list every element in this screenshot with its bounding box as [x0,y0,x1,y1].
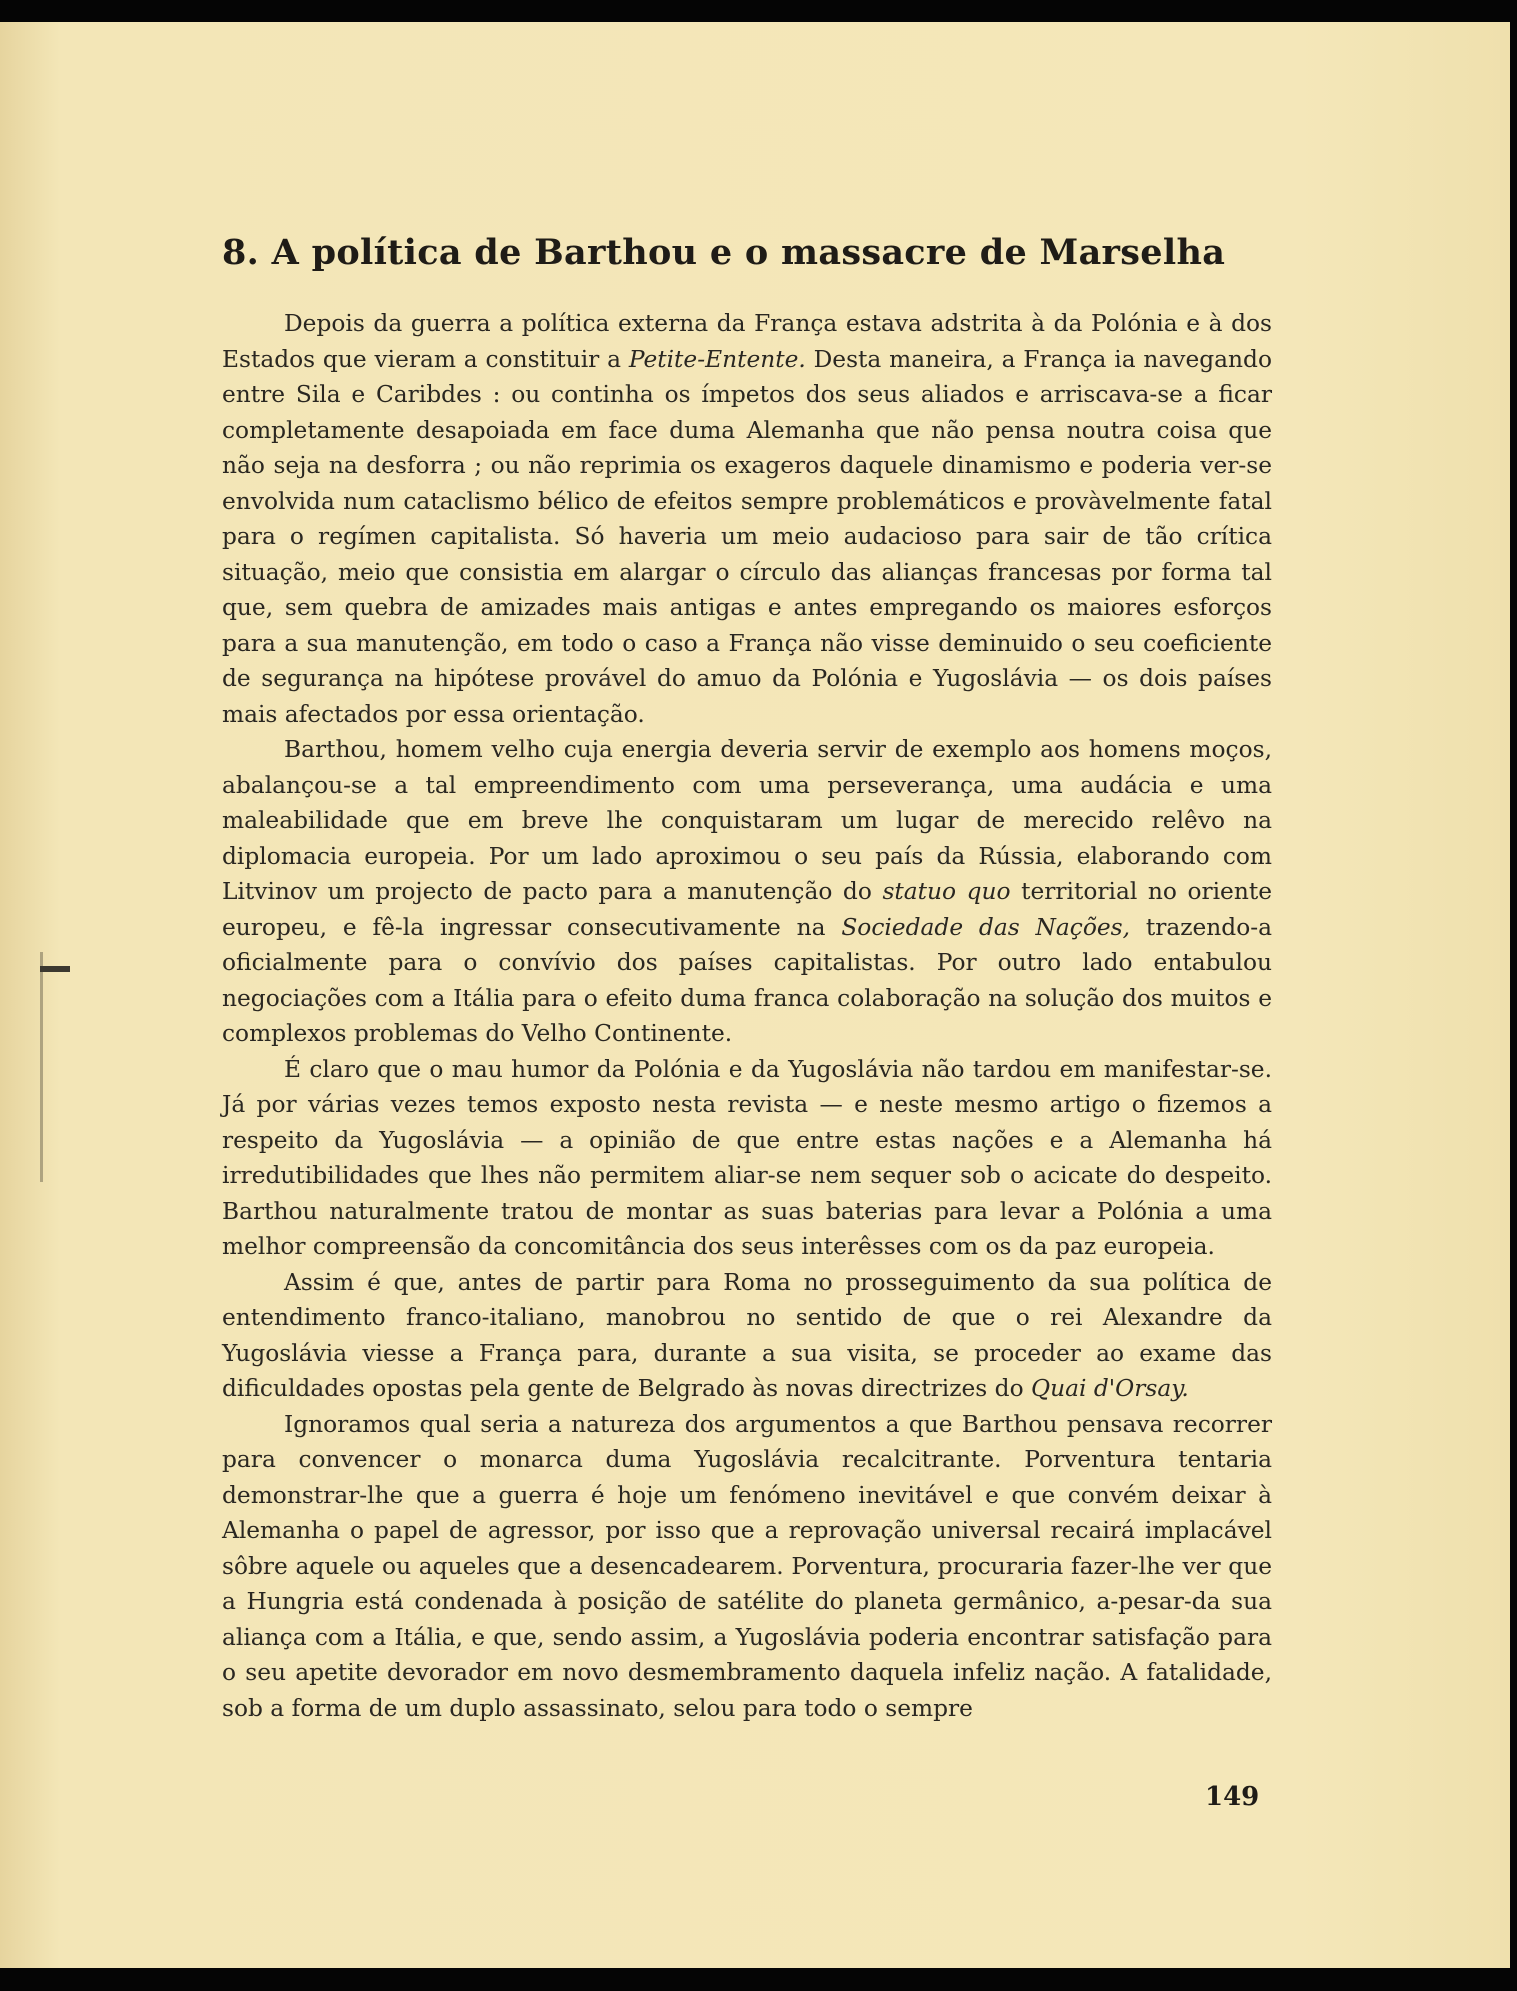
binding-mark [40,966,70,972]
article-body [222,306,1272,1726]
chapter-title: 8. A política de Barthou e o massacre de Marselha [222,232,1226,273]
italic-term: Petite-Entente. [628,345,806,373]
paragraph: É claro que o mau humor da Polónia e da Yugoslávia não tardou em manifestar-se. Já por várias vezes temos exposto nesta revista — e neste mesmo artigo o fizemos a respeito da Yugoslávia — a opinião de que entre estas nações e a Alemanha há irredutibilidades que lhes não permitem aliar-se nem sequer sob o acicate do despeito. Barthou naturalmente tratou de montar as suas baterias para levar a Polónia a uma melhor compreensão da concomitância dos seus interêsses com os da paz europeia. [222,1055,1272,1260]
italic-term: statuo quo [882,878,1011,905]
page-number: 149 [1205,1782,1260,1812]
paragraph: Assim é que, antes de partir para Roma no prosseguimento da sua política de entendimento franco-italiano, manobrou no sentido de que o rei Alexandre da Yugoslávia viesse a França para, durante a sua visita, se proceder ao exame das dificuldades opostas pela gente de Belgrado às novas directrizes do Quai d'Orsay. [222,1268,1272,1402]
paragraph: Depois da guerra a política externa da França estava adstrita à da Polónia e à dos Estados que vieram a constituir a Petite-Entente. Desta maneira, a França ia navegando entre Sila e Caribdes : ou continha os ímpetos dos seus aliados e arriscava-se a ficar completamente desapoiada em face duma Alemanha que não pensa noutra coisa que não seja na desforra ; ou não reprimia os exageros daquele dinamismo e poderia ver-se envolvida num cataclismo bélico de efeitos sempre problemáticos e provàvelmente fatal para o regímen capitalista. Só haveria um meio audacioso para sair de tão crítica situação, meio que consistia em alargar o círculo das alianças francesas por forma tal que, sem quebra de amizades mais antigas e antes empregando os maiores esforços para a sua manutenção, em todo o caso a França não visse deminuido o seu coeficiente de segurança na hipótese provável do amuo da Polónia e Yugoslávia — os dois países mais afectados por essa orientação. [222,310,1272,728]
italic-term: Sociedade das Nações, [841,913,1131,941]
binding-shadow [40,952,53,1182]
italic-term: Quai d'Orsay. [1031,1375,1189,1402]
paragraph: Barthou, homem velho cuja energia deveria servir de exemplo aos homens moços, abalançou-se a tal empreendimento com uma perseverança, uma audácia e uma maleabilidade que em breve lhe conquistaram um lugar de merecido relêvo na diplomacia europeia. Por um lado aproximou o seu país da Rússia, elaborando com Litvinov um projecto de pacto para a manutenção do statuo quo territorial no oriente europeu, e fê-la ingressar consecutivamente na Sociedade das Nações, trazendo-a oficialmente para o convívio dos países capitalistas. Por outro lado entabulou negociações com a Itália para o efeito duma franca colaboração na solução dos muitos e complexos problemas do Velho Continente. [222,736,1272,1047]
paragraph: Ignoramos qual seria a natureza dos argumentos a que Barthou pensava recorrer para convencer o monarca duma Yugoslávia recalcitrante. Porventura tentaria demonstrar-lhe que a guerra é hoje um fenómeno inevitável e que convém deixar à Alemanha o papel de agressor, por isso que a reprovação universal recairá implacável sôbre aquele ou aqueles que a desencadearem. Porventura, procuraria fazer-lhe ver que a Hungria está condenada à posição de satélite do planeta germânico, a-pesar-da sua aliança com a Itália, e que, sendo assim, a Yugoslávia poderia encontrar satisfação para o seu apetite devorador em novo desmembramento daquela infeliz nação. A fatalidade, sob a forma de um duplo assassinato, selou para todo o sempre [222,1410,1272,1722]
book-page [0,22,1510,1968]
